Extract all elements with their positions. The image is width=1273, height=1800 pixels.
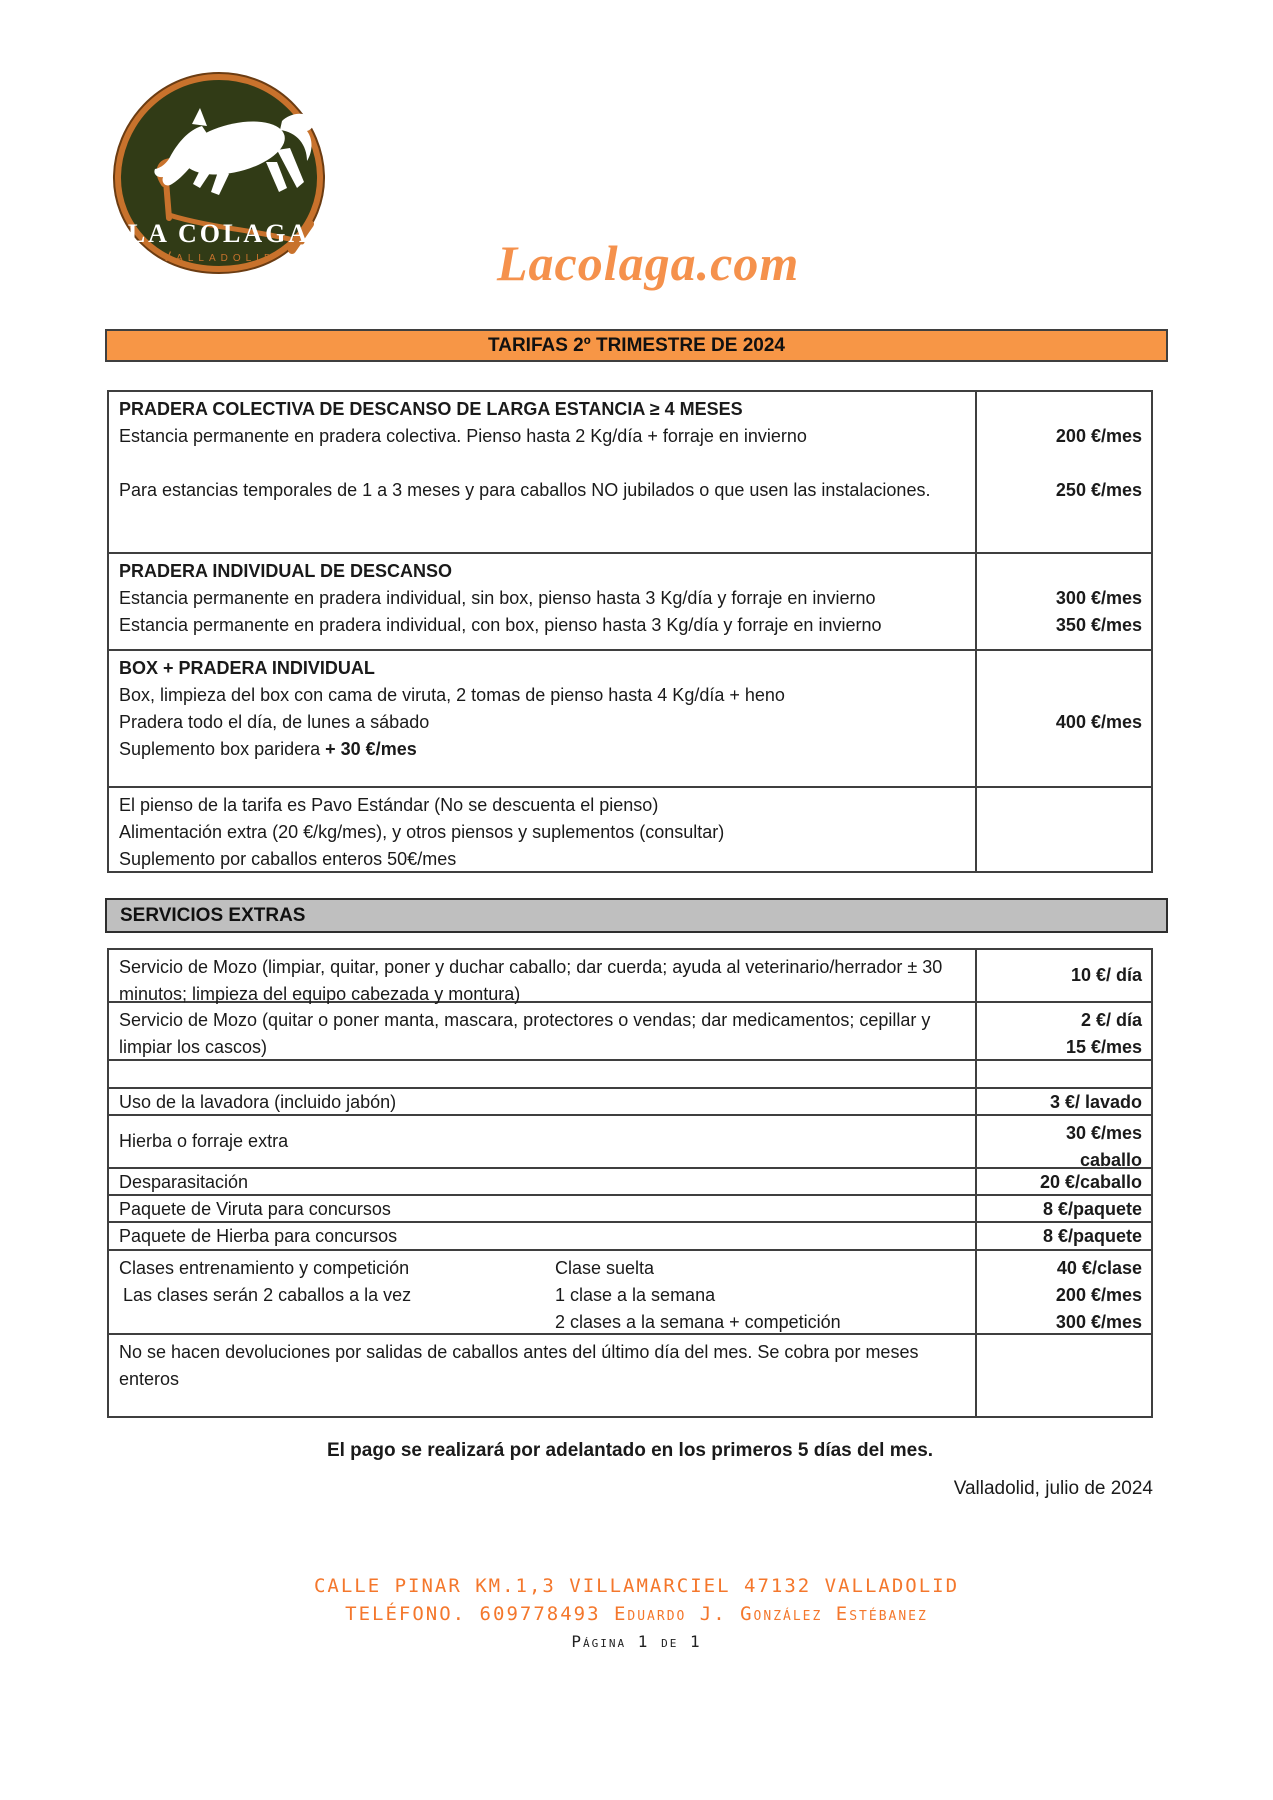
price-value: 200 €/mes xyxy=(1055,426,1142,446)
price-value: 8 €/paquete xyxy=(975,1196,1151,1221)
price-value: 3 €/ lavado xyxy=(975,1089,1151,1114)
section-line: Pradera todo el día, de lunes a sábado xyxy=(119,712,430,732)
price-value: 250 €/mes xyxy=(1055,480,1142,500)
extras-row-hierba-extra xyxy=(109,1116,1151,1169)
extras-table xyxy=(107,948,1153,1418)
row-text: Paquete de Viruta para concursos xyxy=(119,1199,391,1219)
extras-section-title: SERVICIOS EXTRAS xyxy=(120,904,306,926)
footer-phone: TELÉFONO. 609778493 Eduardo J. González Estébanez xyxy=(345,1603,928,1625)
row-text: Las clases serán 2 caballos a la vez xyxy=(123,1285,412,1305)
price-value: 15 €/mes xyxy=(1065,1037,1142,1057)
price-value: 300 €/mes xyxy=(1055,588,1142,608)
extras-row-lavadora xyxy=(109,1089,1151,1116)
extras-row-desparasitacion xyxy=(109,1169,1151,1196)
price-value: 300 €/mes xyxy=(1055,1312,1142,1332)
price-value: 350 €/mes xyxy=(1055,615,1142,635)
row-text: No se hacen devoluciones por salidas de caballos antes del último día del mes. Se cobra por meses enteros xyxy=(119,1342,919,1389)
price-value: 8 €/paquete xyxy=(975,1223,1151,1249)
price-value: 400 €/mes xyxy=(1055,712,1142,732)
extras-row-viruta xyxy=(109,1196,1151,1223)
row-text: Desparasitación xyxy=(119,1172,249,1192)
row-text: Hierba o forraje extra xyxy=(119,1131,289,1151)
pricing-table xyxy=(107,390,1153,873)
row-text: Clases entrenamiento y competición xyxy=(119,1258,410,1278)
section-line: Estancia permanente en pradera colectiva. Pienso hasta 2 Kg/día + forraje en invierno xyxy=(119,426,807,446)
row-text: 1 clase a la semana xyxy=(555,1285,716,1305)
price-value: 200 €/mes xyxy=(1055,1285,1142,1305)
section-line: Estancia permanente en pradera individual, con box, pienso hasta 3 Kg/día y forraje en invierno xyxy=(119,615,882,635)
section-line: Alimentación extra (20 €/kg/mes), y otros piensos y suplementos (consultar) xyxy=(119,822,725,842)
section-line: Box, limpieza del box con cama de viruta, 2 tomas de pienso hasta 4 Kg/día + heno xyxy=(119,685,785,705)
club-logo xyxy=(106,72,332,278)
price-value: 30 €/mes xyxy=(1065,1123,1142,1143)
row-text: 2 clases a la semana + competición xyxy=(555,1312,841,1332)
extras-row-mozo-completo xyxy=(109,950,1151,1003)
logo-title: LA COLAGA xyxy=(127,219,311,248)
payment-note: El pago se realizará por adelantado en los primeros 5 días del mes. xyxy=(326,1440,934,1461)
tariff-title-bar xyxy=(105,329,1168,362)
logo-subtitle: Valladolid xyxy=(161,248,277,264)
pricing-section-pradera-colectiva xyxy=(109,392,1151,554)
price-value: 40 €/clase xyxy=(1056,1258,1142,1278)
row-text: Clase suelta xyxy=(555,1258,655,1278)
row-text: Servicio de Mozo (limpiar, quitar, poner y duchar caballo; dar cuerda; ayuda al veterinario/herrador ± 30 minutos; limpieza del equipo cabezada y montura) xyxy=(119,957,943,1004)
row-text: Servicio de Mozo (quitar o poner manta, mascara, protectores o vendas; dar medicamentos; cepillar y limpiar los cascos) xyxy=(119,1010,931,1057)
website-title: Lacolaga.com xyxy=(497,235,800,291)
place-date: Valladolid, julio de 2024 xyxy=(953,1478,1153,1499)
section-line: El pienso de la tarifa es Pavo Estándar (No se descuenta el pienso) xyxy=(119,795,659,815)
price-value: 2 €/ día xyxy=(1080,1010,1142,1030)
extras-row-hierba-concursos xyxy=(109,1223,1151,1251)
section-heading: PRADERA COLECTIVA DE DESCANSO DE LARGA ESTANCIA ≥ 4 MESES xyxy=(119,399,743,419)
footer-page-number: Página 1 de 1 xyxy=(571,1632,702,1651)
section-line-bold: + 30 €/mes xyxy=(325,739,417,759)
extras-row-clases xyxy=(109,1251,1151,1335)
extras-row-devoluciones xyxy=(109,1335,1151,1416)
price-value: 10 €/ día xyxy=(975,950,1151,1001)
pricing-section-pradera-individual xyxy=(109,554,1151,651)
extras-row-empty xyxy=(109,1061,1151,1089)
footer-contact-name: Eduardo J. González Estébanez xyxy=(613,1603,928,1625)
price-value: 20 €/caballo xyxy=(975,1169,1151,1194)
price-value: caballo xyxy=(1079,1150,1142,1170)
pricing-section-pienso-notas xyxy=(109,788,1151,871)
section-line: Suplemento box paridera + 30 €/mes xyxy=(119,739,417,759)
tariff-title-text: TARIFAS 2º TRIMESTRE DE 2024 xyxy=(488,334,785,356)
section-paragraph: Para estancias temporales de 1 a 3 meses y para caballos NO jubilados o que usen las instalaciones. xyxy=(119,480,931,500)
section-heading: PRADERA INDIVIDUAL DE DESCANSO xyxy=(119,561,453,581)
footer xyxy=(105,1572,1168,1656)
section-heading: BOX + PRADERA INDIVIDUAL xyxy=(119,658,375,678)
extras-row-mozo-basico xyxy=(109,1003,1151,1061)
section-line: Suplemento por caballos enteros 50€/mes xyxy=(119,849,457,869)
extras-section-bar xyxy=(105,898,1168,933)
footer-address: CALLE PINAR KM.1,3 VILLAMARCIEL 47132 VALLADOLID xyxy=(313,1575,960,1597)
pricing-section-box-pradera xyxy=(109,651,1151,788)
row-text: Paquete de Hierba para concursos xyxy=(119,1226,398,1246)
section-line: Estancia permanente en pradera individual, sin box, pienso hasta 3 Kg/día y forraje en invierno xyxy=(119,588,876,608)
row-text: Uso de la lavadora (incluido jabón) xyxy=(119,1092,397,1112)
